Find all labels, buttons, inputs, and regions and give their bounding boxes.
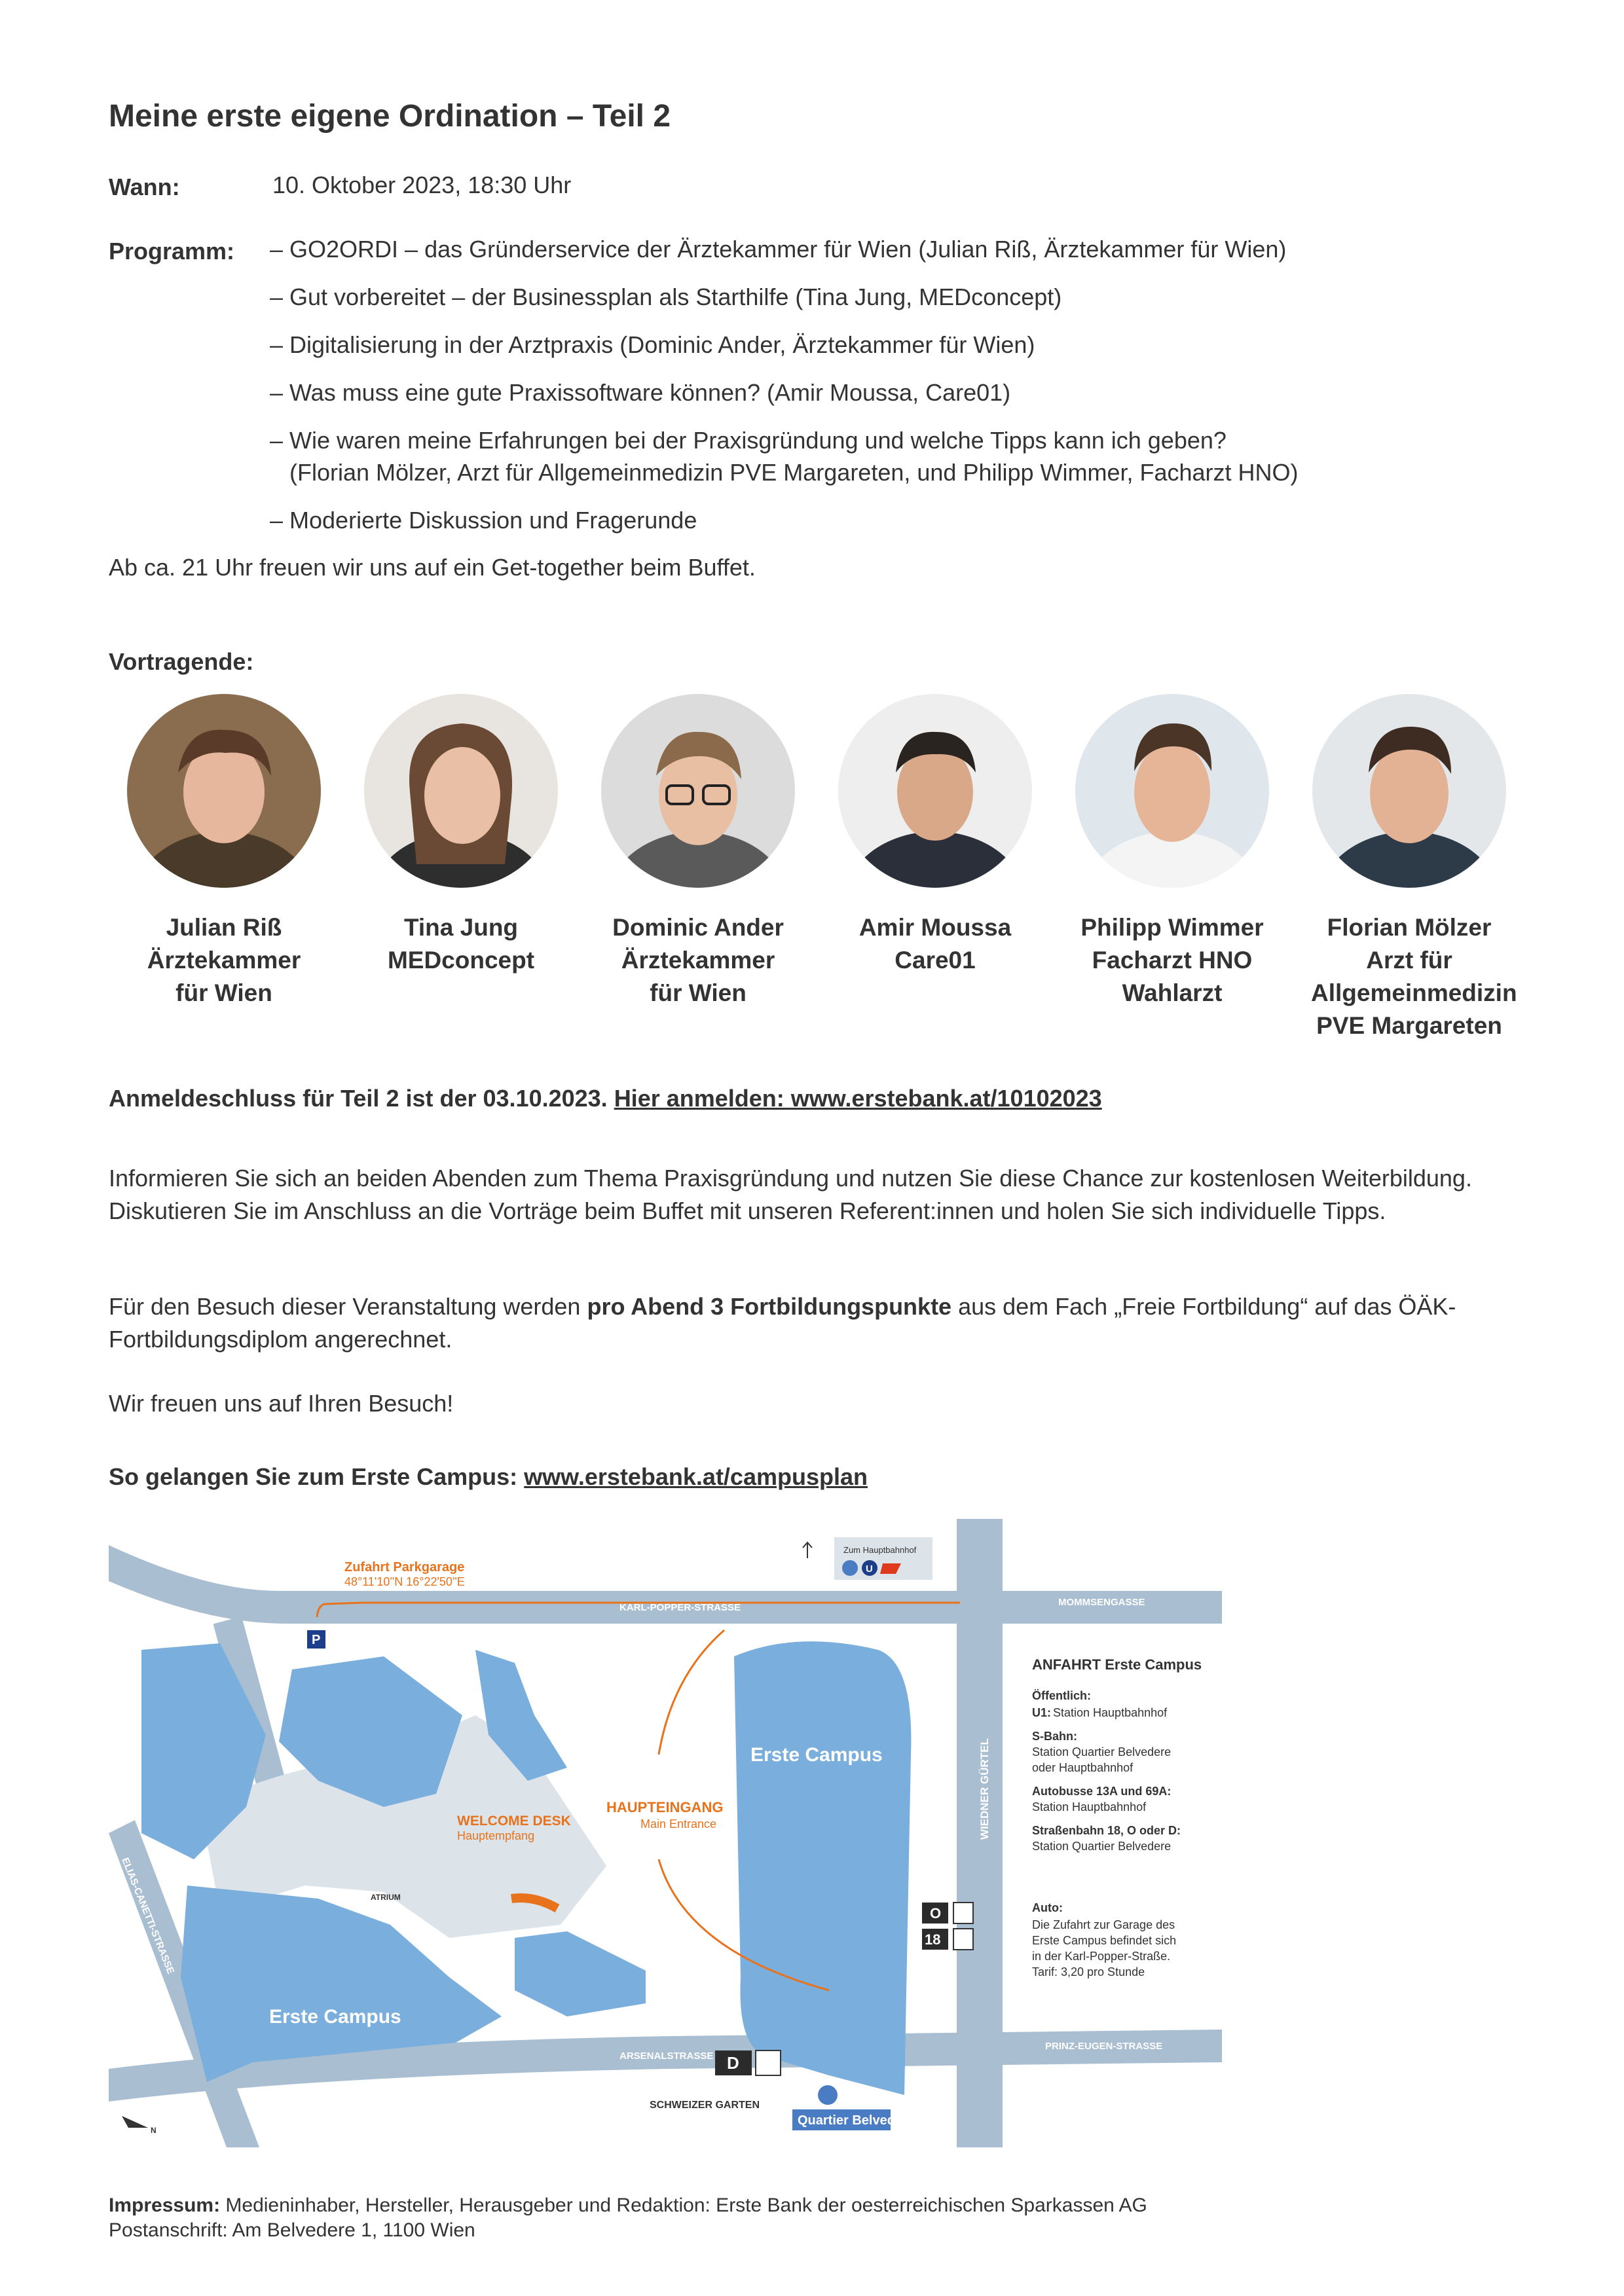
tram-icon: [756, 2050, 781, 2075]
tram-icon: [953, 1903, 973, 1923]
north-arrow-icon: [122, 2116, 148, 2128]
speaker-photo: [838, 694, 1032, 888]
closing-paragraph: Wir freuen uns auf Ihren Besuch!: [109, 1390, 454, 1417]
atrium-label: ATRIUM: [371, 1893, 401, 1902]
svg-text:ANFAHRT Erste Campus: ANFAHRT Erste Campus: [1032, 1656, 1202, 1673]
street-label: PRINZ-EUGEN-STRASSE: [1045, 2041, 1163, 2052]
svg-text:Auto:: Auto:: [1032, 1901, 1063, 1914]
speaker-name: Amir Moussa Care01: [858, 914, 1012, 974]
speaker-card: [600, 694, 796, 1010]
svg-text:U: U: [866, 1563, 873, 1575]
svg-text:Öffentlich:: Öffentlich:: [1032, 1689, 1091, 1702]
street-label: ELIAS-CANETTI-STRASSE: [119, 1856, 177, 1976]
speaker-photo: [364, 694, 558, 888]
street-label: KARL-POPPER-STRASSE: [619, 1602, 741, 1613]
imprint: [109, 2193, 1147, 2218]
hbf-label: Zum Hauptbahnhof: [843, 1545, 917, 1555]
speaker-card: [837, 694, 1033, 977]
when-value: 10. Oktober 2023, 18:30 Uhr: [272, 172, 572, 198]
s-bahn-icon: [818, 2085, 838, 2105]
info-paragraph: Informieren Sie sich an beiden Abenden zum Thema Praxisgründung und nutzen Sie diese Chance zur kostenlosen Weiterbildung. Diskutieren Sie im Anschluss an die Vorträge beim Buffet mit unseren Referent:innen und holen Sie sich individuelle Tipps.: [109, 1165, 1472, 1224]
program-item: – Moderierte Diskussion und Fragerunde: [270, 507, 697, 534]
program-item: – Was muss eine gute Praxissoftware können? (Amir Moussa, Care01): [270, 379, 1011, 406]
welcome-desk-label: WELCOME DESK: [457, 1813, 571, 1829]
campusplan-link[interactable]: www.erstebank.at/campusplan: [524, 1463, 868, 1490]
svg-text:S-Bahn:: S-Bahn:: [1032, 1730, 1077, 1743]
speaker-photo: [1312, 694, 1506, 888]
speaker-name: Philipp Wimmer Facharzt HNO Wahlarzt: [1080, 914, 1264, 1006]
imprint-label: Impressum:: [109, 2195, 221, 2216]
program-item: – Digitalisierung in der Arztpraxis (Dominic Ander, Ärztekammer für Wien): [270, 331, 1035, 358]
campus-label: Erste Campus: [269, 2006, 401, 2028]
street-label: WIEDNER GÜRTEL: [978, 1738, 991, 1840]
speaker-card: [126, 694, 322, 1010]
main-entrance-label: HAUPTEINGANG: [606, 1799, 724, 1815]
tram-icon: [953, 1929, 973, 1950]
speaker-photo: [127, 694, 321, 888]
campus-map: [109, 1519, 1222, 2147]
svg-text:Erste Campus befindet sich: Erste Campus befindet sich: [1032, 1934, 1177, 1947]
svg-text:Station Hauptbahnhof: Station Hauptbahnhof: [1032, 1800, 1147, 1813]
street-label: ARSENALSTRASSE: [619, 2050, 714, 2062]
svg-text:Die Zufahrt zur Garage des: Die Zufahrt zur Garage des: [1032, 1918, 1175, 1931]
program-item: – GO2ORDI – das Gründerservice der Ärztekammer für Wien (Julian Riß, Ärztekammer für Wien): [270, 236, 1287, 263]
imprint-address: Postanschrift: Am Belvedere 1, 1100 Wien: [109, 2219, 475, 2241]
registration-line: [109, 1082, 1102, 1115]
svg-text:Station Hauptbahnhof: Station Hauptbahnhof: [1053, 1706, 1168, 1719]
tram-18-badge: 18: [925, 1931, 941, 1948]
parking-coords: 48°11'10''N 16°22'50''E: [344, 1575, 465, 1588]
svg-text:Tarif: 3,20 pro Stunde: Tarif: 3,20 pro Stunde: [1032, 1965, 1145, 1978]
tram-o-badge: O: [930, 1905, 942, 1922]
speaker-card: [1074, 694, 1270, 1010]
imprint-text: Medieninhaber, Hersteller, Herausgeber und Redaktion: Erste Bank der oesterreichischen Sparkassen AG: [220, 2195, 1147, 2216]
svg-text:oder Hauptbahnhof: oder Hauptbahnhof: [1032, 1761, 1134, 1774]
campus-label: Erste Campus: [750, 1744, 883, 1766]
speaker-name: Florian Mölzer Arzt für Allgemeinmedizin PVE Margareten: [1311, 914, 1517, 1039]
arrow-up-icon: [803, 1542, 812, 1558]
svg-text:Autobusse 13A und 69A:: Autobusse 13A und 69A:: [1032, 1785, 1172, 1798]
page-title: Meine erste eigene Ordination – Teil 2: [109, 99, 671, 134]
program-label: Programm:: [109, 238, 235, 264]
speaker-name: Tina Jung MEDconcept: [387, 914, 535, 974]
registration-link[interactable]: Hier anmelden: www.erstebank.at/10102023: [614, 1085, 1102, 1112]
s-bahn-icon: [842, 1560, 858, 1576]
speaker-name: Dominic Ander Ärztekammer für Wien: [612, 914, 784, 1006]
svg-text:in der Karl-Popper-Straße.: in der Karl-Popper-Straße.: [1032, 1950, 1171, 1963]
speaker-photo: [601, 694, 795, 888]
speaker-card: [1311, 694, 1517, 1042]
svg-text:Straßenbahn 18, O oder D:: Straßenbahn 18, O oder D:: [1032, 1824, 1181, 1837]
directions-panel: [1032, 1656, 1202, 1978]
speaker-photo: [1075, 694, 1269, 888]
main-entrance-sublabel: Main Entrance: [640, 1817, 717, 1831]
quartier-belvedere-label: Quartier Belvedere: [798, 2113, 915, 2128]
program-note: Ab ca. 21 Uhr freuen wir uns auf ein Get-together beim Buffet.: [109, 554, 756, 581]
welcome-desk-sublabel: Hauptempfang: [457, 1829, 535, 1842]
cme-paragraph: Für den Besuch dieser Veranstaltung werden pro Abend 3 Fortbildungspunkte aus dem Fach „Freie Fortbildung“ auf das ÖÄK-Fortbildungsdiplom angerechnet.: [109, 1293, 1456, 1353]
svg-text:Station Quartier Belvedere: Station Quartier Belvedere: [1032, 1745, 1172, 1758]
campus-line: So gelangen Sie zum Erste Campus: www.erstebank.at/campusplan: [109, 1463, 868, 1490]
schweizer-garten-label: SCHWEIZER GARTEN: [650, 2100, 760, 2111]
parking-title: Zufahrt Parkgarage: [344, 1560, 465, 1575]
svg-text:N: N: [151, 2126, 157, 2135]
program-item-continued: (Florian Mölzer, Arzt für Allgemeinmedizin PVE Margareten, und Philipp Wimmer, Facharzt HNO): [289, 459, 1299, 486]
tram-d-badge: D: [727, 2053, 739, 2073]
when-label: Wann:: [109, 173, 180, 200]
registration-text: Anmeldeschluss für Teil 2 ist der 03.10.2023.: [109, 1085, 614, 1112]
program-item: – Wie waren meine Erfahrungen bei der Praxisgründung und welche Tipps kann ich geben?: [270, 427, 1227, 454]
speaker-card: [363, 694, 559, 977]
street-label: MOMMSENGASSE: [1058, 1597, 1145, 1608]
erste-campus-east: [734, 1641, 911, 2095]
speakers-label: Vortragende:: [109, 648, 254, 675]
svg-text:Station Quartier Belvedere: Station Quartier Belvedere: [1032, 1840, 1172, 1853]
speaker-name: Julian Riß Ärztekammer für Wien: [147, 914, 301, 1006]
program-item: – Gut vorbereitet – der Businessplan als Starthilfe (Tina Jung, MEDconcept): [270, 283, 1062, 310]
svg-text:P: P: [312, 1633, 321, 1647]
svg-text:U1:: U1:: [1032, 1706, 1052, 1719]
